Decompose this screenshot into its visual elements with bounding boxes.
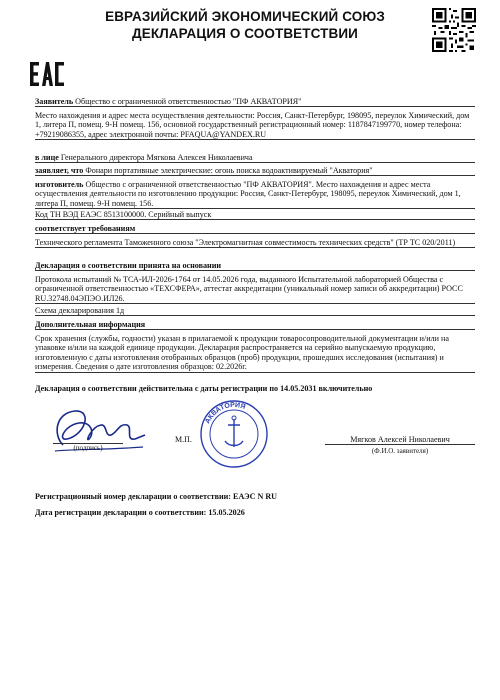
validity-suffix: включительно (318, 384, 373, 393)
applicant-name: Общество с ограниченной ответственностью "ПФ АКВАТОРИЯ" (75, 97, 302, 106)
basis-value: Протокола испытаний № ТСА-ИЛ-2026-1764 от 14.05.2026 года, выданного Испытательной лабораторией Общества с ограниченной ответственностью «ТЕХСФЕРА», аттестат аккредитации (уникальный номер записи об аккредитации) РОСС RU.32748.04ЭПЭО.ИЛ26. (35, 275, 475, 304)
validity-label: Декларация о соответствии действительна с даты регистрации по (35, 384, 279, 393)
person-label: в лице (35, 153, 59, 162)
declares-label: заявляет, что (35, 166, 84, 175)
company-stamp (195, 399, 273, 469)
additional-label: Дополнительная информация (35, 320, 475, 330)
applicant-caption: (Ф.И.О. заявителя) (371, 447, 429, 455)
manufacturer-label: изготовитель (35, 180, 84, 189)
declares-line (35, 166, 475, 176)
signer-name: Мягков Алексей Николаевич (325, 435, 475, 445)
registration-date-label: Дата регистрации декларации о соответствии: (35, 508, 207, 517)
qr-code (432, 8, 476, 52)
signature-area (35, 397, 475, 472)
basis-scheme: Схема декларирования 1д (35, 306, 475, 316)
validity-line (35, 384, 475, 393)
applicant-line (35, 97, 475, 107)
validity-date: 14.05.2031 (280, 384, 317, 393)
registration-value: ЕАЭС N RU (233, 492, 278, 501)
header-line-1: ЕВРАЗИЙСКИЙ ЭКОНОМИЧЕСКИЙ СОЮЗ (105, 9, 385, 24)
requirements-value: Технического регламента Таможенного союза "Электромагнитная совместимость технических средств" (ТР ТС 020/2011) (35, 238, 475, 248)
registration-number-line (35, 492, 475, 501)
document-header (80, 8, 410, 42)
requirements-label: соответствует требованиям (35, 224, 475, 234)
eac-logo (30, 58, 64, 90)
manufacturer-value: Общество с ограниченной ответственностью "ПФ АКВАТОРИЯ". Место нахождения и адрес места осуществления деятельности по изготовлению продукции: Россия, Санкт-Петербург, 198095, переулок Химический, дом 1, литера П, помещ. 9-Н помещ. 156. (35, 180, 461, 208)
stamp-text: АКВАТОРИЯ (204, 401, 247, 425)
manufacturer-code: Код ТН ВЭД ЕАЭС 8513100000. Серийный выпуск (35, 210, 475, 220)
mp-label: М.П. (175, 435, 192, 444)
additional-value: Срок хранения (службы, годности) указан в прилагаемой к продукции товаросопроводительной документации и/или на упаковке и/или на каждой единице продукции. Декларация распространяется на серийно выпускаемую продукцию, изготовленную с даты изготовления отобранных образцов (проб) продукции, прошедших исследования (испытания) и измерения. Сведения о дате изготовления образцов: 02.2026г. (35, 334, 475, 373)
header-line-2: ДЕКЛАРАЦИЯ О СООТВЕТСТВИИ (132, 26, 358, 41)
person-value: Генерального директора Мягкова Алексея Николаевича (60, 153, 253, 162)
manufacturer-block (35, 180, 475, 209)
basis-label: Декларация о соответствии принята на основании (35, 261, 475, 271)
person-line (35, 153, 475, 163)
declares-value: Фонари портативные электрические: огонь поиска водоактивируемый "Акватория" (85, 166, 373, 175)
applicant-address: Место нахождения и адрес места осуществления деятельности: Россия, Санкт-Петербург, 198095, переулок Химический, дом 1, литера П, помещ. 9-Н помещ. 156, основной государственный регистрационный номер: 1187847199770, номер телефона: +79219086355, адрес электронной почты: PFAQUA@YANDEX.RU (35, 111, 475, 140)
signature-caption: (подпись) (53, 443, 123, 452)
svg-text:АКВАТОРИЯ (204, 402, 246, 425)
registration-date-value: 15.05.2026 (208, 508, 245, 517)
registration-label: Регистрационный номер декларации о соответствии: (35, 492, 232, 501)
registration-date-line (35, 508, 475, 517)
applicant-label: Заявитель (35, 97, 74, 106)
